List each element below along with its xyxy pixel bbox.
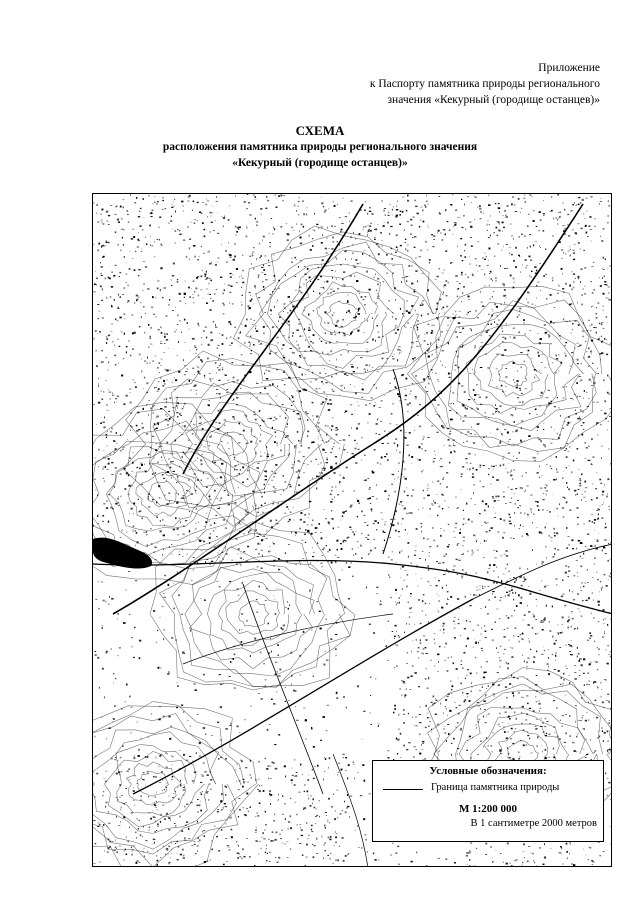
boundary-line-symbol bbox=[383, 789, 423, 790]
document-title bbox=[120, 123, 520, 171]
title-line: «Кекурный (городище останцев)» bbox=[232, 157, 408, 169]
title-line: расположения памятника природы регионального значения bbox=[162, 141, 478, 153]
map-scale: М 1:200 000 bbox=[458, 803, 518, 815]
appendix-line: к Паспорту памятника природы регионального bbox=[369, 78, 600, 90]
appendix-line: Приложение bbox=[538, 62, 600, 74]
scale-note: В 1 сантиметре 2000 метров bbox=[470, 818, 597, 829]
appendix-header bbox=[300, 60, 600, 108]
legend-boundary-label: Граница памятника природы bbox=[431, 782, 560, 793]
map-legend bbox=[372, 760, 604, 842]
legend-title: Условные обозначения: bbox=[429, 765, 547, 777]
title-line: СХЕМА bbox=[295, 123, 345, 138]
appendix-line: значения «Кекурный (городище останцев)» bbox=[387, 94, 600, 106]
